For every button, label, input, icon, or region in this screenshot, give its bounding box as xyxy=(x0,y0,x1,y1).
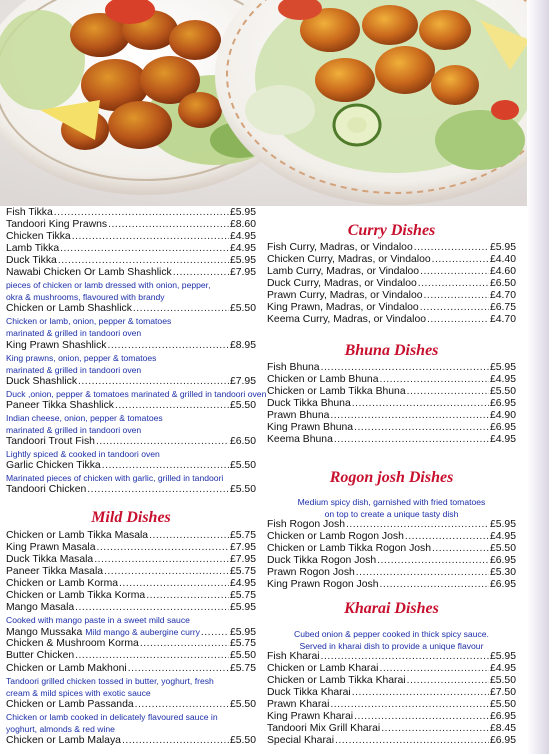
menu-item xyxy=(267,278,516,290)
menu-item xyxy=(6,376,256,388)
item-price: £5.95 xyxy=(229,627,256,639)
item-price: £6.50 xyxy=(489,278,516,290)
dot-leader xyxy=(128,663,229,675)
dot-leader xyxy=(381,723,489,735)
item-name: Fish Tikka xyxy=(6,207,53,218)
dot-leader xyxy=(104,566,229,578)
item-description: marinated & grilled in tandoori oven xyxy=(6,328,142,339)
menu-item xyxy=(6,530,256,542)
menu-item xyxy=(6,243,256,255)
dot-leader xyxy=(334,434,489,446)
item-price: £5.75 xyxy=(229,662,256,674)
menu-item xyxy=(6,400,256,412)
dot-leader xyxy=(407,386,489,398)
item-description: yoghurt, almonds & red wine xyxy=(6,723,115,734)
menu-item xyxy=(6,267,256,279)
item-name: Fish Bhuna xyxy=(267,362,320,373)
item-price: £8.45 xyxy=(489,723,516,735)
menu-item xyxy=(267,699,516,711)
kharai-dishes-description: Cubed onion & pepper cooked in thick spicy sauce. Served in kharai dish to provide a unique flavour xyxy=(294,629,489,651)
curry-dishes-list xyxy=(267,242,516,326)
item-price: £5.95 xyxy=(489,519,516,530)
dot-leader xyxy=(122,735,229,747)
item-name: Chicken Curry, Madras, or Vindaloo xyxy=(267,254,431,266)
item-price: £8.60 xyxy=(229,219,256,231)
dot-leader xyxy=(420,302,489,314)
menu-item xyxy=(267,254,516,266)
menu-item xyxy=(6,436,256,448)
item-price: £5.75 xyxy=(229,566,256,578)
menu-item xyxy=(6,484,256,496)
item-description: Lightly spiced & cooked in tandoori oven xyxy=(6,448,160,459)
item-price: £4.70 xyxy=(489,314,516,326)
item-name: Chicken Tikka xyxy=(6,231,71,243)
menu-item xyxy=(267,567,516,579)
item-price: £5.50 xyxy=(229,734,256,746)
mild-dishes-heading: Mild Dishes xyxy=(91,509,171,526)
menu-item xyxy=(6,638,256,650)
menu-item xyxy=(267,434,516,446)
item-name: Garlic Chicken Tikka xyxy=(6,459,101,471)
rogon-josh-description: Medium spicy dish, garnished with fried tomatoes on top to create a unique tasty dish xyxy=(297,497,486,519)
menu-item xyxy=(267,314,516,326)
dot-leader xyxy=(330,699,489,711)
item-name: Keema Curry, Madras, or Vindaloo xyxy=(267,314,427,326)
item-price: £4.95 xyxy=(489,434,516,446)
menu-item xyxy=(267,422,516,434)
bhuna-dishes-list xyxy=(267,362,516,446)
menu-item xyxy=(6,303,256,315)
item-name: Prawn Kharai xyxy=(267,699,330,711)
menu-item xyxy=(267,687,516,699)
item-name: Duck Tikka Kharai xyxy=(267,687,351,699)
item-description: Duck ,onion, pepper & tomatoes marinated & grilled in tandoori oven xyxy=(6,388,267,399)
item-name: Chicken or Lamb Tikka Masala xyxy=(6,530,149,541)
item-name: Chicken or Lamb Tikka Kharai xyxy=(267,675,406,687)
dot-leader xyxy=(60,243,229,255)
dot-leader xyxy=(115,400,229,412)
item-name: Duck Tikka Rogon Josh xyxy=(267,555,377,567)
item-name: Fish Curry, Madras, or Vindaloo xyxy=(267,242,413,253)
dot-leader xyxy=(94,554,229,566)
item-price: £5.50 xyxy=(229,459,256,471)
dot-leader xyxy=(72,231,229,243)
item-name: Duck Curry, Madras, or Vindaloo xyxy=(267,278,417,290)
menu-item xyxy=(267,242,516,254)
item-name: Paneer Tikka Shashlick xyxy=(6,399,115,411)
item-price: £4.70 xyxy=(489,290,516,302)
item-price: £5.50 xyxy=(489,543,516,555)
item-name: Duck Tikka Bhuna xyxy=(267,398,351,410)
item-price: £5.95 xyxy=(229,602,256,614)
menu-item xyxy=(267,723,516,735)
item-price: £5.95 xyxy=(229,255,256,267)
item-inline-description: Mild mango & aubergine curry xyxy=(85,627,200,638)
dot-leader xyxy=(133,303,229,315)
item-price: £7.50 xyxy=(489,687,516,699)
item-name: Duck Shashlick xyxy=(6,375,78,387)
item-description: pieces of chicken or lamb dressed with onion, pepper, xyxy=(6,280,211,291)
item-name: Special Kharai xyxy=(267,735,335,747)
item-price: £5.50 xyxy=(229,399,256,411)
menu-item xyxy=(6,663,256,675)
dot-leader xyxy=(321,651,489,663)
item-name: Chicken or Lamb Tikka Rogon Josh xyxy=(267,543,432,555)
item-name: Nawabi Chicken Or Lamb Shashlick xyxy=(6,267,172,279)
dot-leader xyxy=(78,376,229,388)
item-description: Chicken or lamb cooked in delicately flavoured sauce in xyxy=(6,711,218,722)
item-name: Mango Masala xyxy=(6,602,75,614)
menu-item xyxy=(267,651,516,663)
curry-dishes-heading: Curry Dishes xyxy=(347,222,436,239)
item-name: Fish Kharai xyxy=(267,651,320,662)
dot-leader xyxy=(108,219,229,231)
item-price: £5.95 xyxy=(489,242,516,253)
dot-leader xyxy=(97,542,229,554)
menu-item xyxy=(267,663,516,675)
item-price: £4.95 xyxy=(489,663,516,675)
menu-item xyxy=(6,602,256,614)
item-name: Tandoori Chicken xyxy=(6,484,87,496)
item-name: Fish Rogon Josh xyxy=(267,519,345,530)
dot-leader xyxy=(54,207,229,219)
item-price: £5.50 xyxy=(229,698,256,710)
dot-leader xyxy=(352,398,489,410)
item-name: Tandoori King Prawns xyxy=(6,219,108,231)
menu-item xyxy=(6,554,256,566)
dot-leader xyxy=(354,711,489,723)
item-description: Indian cheese, onion, pepper & tomatoes xyxy=(6,412,163,423)
item-price: £6.95 xyxy=(489,398,516,410)
item-price: £4.95 xyxy=(229,243,256,255)
menu-item xyxy=(6,650,256,662)
item-name: Lamb Curry, Madras, or Vindaloo xyxy=(267,266,420,278)
menu-item xyxy=(6,207,256,219)
menu-item xyxy=(267,543,516,555)
menu-item xyxy=(6,255,256,267)
item-name: King Prawn Rogon Josh xyxy=(267,579,379,591)
menu-item xyxy=(6,590,256,602)
item-name: Duck Tikka xyxy=(6,255,57,267)
item-name: Keema Bhuna xyxy=(267,434,333,446)
rogon-josh-list xyxy=(267,519,516,591)
menu-item xyxy=(267,675,516,687)
menu-item xyxy=(6,566,256,578)
item-price: £6.75 xyxy=(489,302,516,314)
item-name: Tandoori Mix Grill Kharai xyxy=(267,723,381,735)
item-description: Tandoori grilled chicken tossed in butter, yoghurt, fresh xyxy=(6,675,214,686)
item-name: King Prawn Bhuna xyxy=(267,422,354,434)
item-name: King Prawn, Madras, or Vindaloo xyxy=(267,302,419,314)
item-description: Marinated pieces of chicken with garlic, grilled in tandoori xyxy=(6,473,224,484)
item-name: Chicken or Lamb Tikka Korma xyxy=(6,590,146,602)
item-name: Chicken or Lamb Shashlick xyxy=(6,303,132,315)
item-price: £5.50 xyxy=(489,699,516,711)
dot-leader xyxy=(356,567,489,579)
item-price: £5.50 xyxy=(489,675,516,687)
item-name: Chicken & Mushroom Korma xyxy=(6,638,139,650)
item-price: £5.50 xyxy=(229,484,256,496)
bhuna-dishes-heading: Bhuna Dishes xyxy=(344,342,439,359)
dot-leader xyxy=(335,735,489,747)
item-price: £6.95 xyxy=(489,735,516,747)
item-price: £6.50 xyxy=(229,435,256,447)
menu-item xyxy=(267,735,516,747)
item-name: Chicken or Lamb Bhuna xyxy=(267,374,379,386)
item-price: £4.60 xyxy=(489,266,516,278)
kharai-dishes-heading: Kharai Dishes xyxy=(344,600,439,617)
item-name: King Prawn Shashlick xyxy=(6,339,107,351)
dot-leader xyxy=(418,278,489,290)
dot-leader xyxy=(379,579,489,591)
item-price: £7.95 xyxy=(229,267,256,279)
item-price: £5.50 xyxy=(229,650,256,662)
menu-item xyxy=(6,542,256,554)
dot-leader xyxy=(75,602,229,614)
menu-item xyxy=(6,460,256,472)
page-edge-shadow xyxy=(527,0,549,754)
item-description: marinated & grilled in tandoori oven xyxy=(6,424,142,435)
menu-item xyxy=(267,266,516,278)
item-price: £6.95 xyxy=(489,422,516,434)
dot-leader xyxy=(427,314,489,326)
item-description: Cooked with mango paste in a sweet mild sauce xyxy=(6,615,190,626)
item-name: Prawn Bhuna xyxy=(267,410,330,422)
dot-leader xyxy=(377,555,489,567)
item-price: £5.30 xyxy=(489,567,516,579)
menu-item xyxy=(267,386,516,398)
dot-leader xyxy=(87,484,229,496)
item-price: £5.75 xyxy=(229,590,256,602)
dot-leader xyxy=(379,374,489,386)
item-description: marinated & grilled in tandoori oven xyxy=(6,364,142,375)
item-price: £8.95 xyxy=(229,339,256,351)
dot-leader xyxy=(108,340,229,352)
item-name: Chicken or Lamb Makhoni xyxy=(6,662,127,674)
item-price: £6.95 xyxy=(489,711,516,723)
dot-leader xyxy=(354,422,489,434)
item-price: £4.90 xyxy=(489,410,516,422)
menu-item xyxy=(6,699,256,711)
dot-leader xyxy=(414,242,489,254)
item-description: cream & mild spices with exotic sauce xyxy=(6,687,151,698)
item-name: Lamb Tikka xyxy=(6,243,60,255)
item-name: Chicken or Lamb Tikka Bhuna xyxy=(267,386,406,398)
dot-leader xyxy=(173,267,229,279)
item-price: £7.95 xyxy=(229,542,256,554)
item-price: £5.75 xyxy=(229,530,256,541)
menu-item xyxy=(267,531,516,543)
item-price: £4.95 xyxy=(229,578,256,590)
menu-item xyxy=(267,410,516,422)
item-name: Tandoori Trout Fish xyxy=(6,435,95,447)
dot-leader xyxy=(352,687,489,699)
item-price: £5.50 xyxy=(489,386,516,398)
dot-leader xyxy=(119,578,229,590)
item-price: £4.95 xyxy=(489,531,516,543)
menu-item xyxy=(6,578,256,590)
menu-item xyxy=(267,519,516,531)
mild-dishes-list xyxy=(6,530,256,747)
item-name: Chicken or Lamb Rogon Josh xyxy=(267,531,404,543)
item-price: £5.95 xyxy=(489,651,516,662)
dot-leader xyxy=(407,675,489,687)
item-name: Chicken or Lamb Kharai xyxy=(267,663,379,675)
left-column xyxy=(6,207,267,496)
menu-item xyxy=(6,231,256,243)
dot-leader xyxy=(135,699,229,711)
item-name: Prawn Rogon Josh xyxy=(267,567,355,579)
rogon-josh-heading: Rogon josh Dishes xyxy=(329,469,454,486)
menu-item xyxy=(267,374,516,386)
menu-item xyxy=(6,219,256,231)
item-price: £4.95 xyxy=(489,374,516,386)
item-price: £7.95 xyxy=(229,554,256,566)
dot-leader xyxy=(58,255,229,267)
menu-item xyxy=(267,711,516,723)
item-description: okra & mushrooms, flavoured with brandy xyxy=(6,292,165,303)
item-name: King Prawn Masala xyxy=(6,542,96,554)
item-price: £4.95 xyxy=(229,231,256,243)
menu-item xyxy=(6,735,256,747)
dot-leader xyxy=(102,460,229,472)
dot-leader xyxy=(432,254,489,266)
dot-leader xyxy=(75,650,229,662)
dot-leader xyxy=(149,530,229,542)
menu-item xyxy=(267,579,516,591)
item-price: £7.95 xyxy=(229,375,256,387)
dot-leader xyxy=(146,590,229,602)
item-price: £4.40 xyxy=(489,254,516,266)
dot-leader xyxy=(424,290,489,302)
item-description: Chicken or lamb, onion, pepper & tomatoes xyxy=(6,316,172,327)
item-name: Chicken or Lamb Malaya xyxy=(6,734,121,746)
menu-item xyxy=(6,626,256,638)
food-photo xyxy=(0,0,549,206)
item-name: Mango Mussaka xyxy=(6,627,83,639)
item-price: £6.95 xyxy=(489,555,516,567)
item-name: Paneer Tikka Masala xyxy=(6,566,104,578)
menu-item xyxy=(267,398,516,410)
dot-leader xyxy=(420,266,489,278)
item-price: £5.75 xyxy=(229,638,256,650)
dot-leader xyxy=(330,410,489,422)
kharai-dishes-list xyxy=(267,651,516,747)
menu-item xyxy=(267,555,516,567)
item-name: Chicken or Lamb Korma xyxy=(6,578,119,590)
dot-leader xyxy=(140,638,229,650)
dot-leader xyxy=(379,663,489,675)
menu-item xyxy=(267,290,516,302)
item-name: Duck Tikka Masala xyxy=(6,554,94,566)
item-description: King prawns, onion, pepper & tomatoes xyxy=(6,352,157,363)
dot-leader xyxy=(405,531,489,543)
item-name: Prawn Curry, Madras, or Vindaloo xyxy=(267,290,423,302)
item-price: £5.95 xyxy=(229,207,256,218)
menu-item xyxy=(6,340,256,352)
item-price: £6.95 xyxy=(489,579,516,591)
menu-item xyxy=(267,362,516,374)
item-name: King Prawn Kharai xyxy=(267,711,354,723)
dot-leader xyxy=(321,362,489,374)
item-price: £5.50 xyxy=(229,303,256,315)
dot-leader xyxy=(432,543,489,555)
menu-item xyxy=(267,302,516,314)
item-name: Butter Chicken xyxy=(6,650,75,662)
dot-leader xyxy=(346,519,489,531)
item-price: £5.95 xyxy=(489,362,516,373)
dot-leader xyxy=(96,436,229,448)
item-name: Chicken or Lamb Passanda xyxy=(6,698,134,710)
